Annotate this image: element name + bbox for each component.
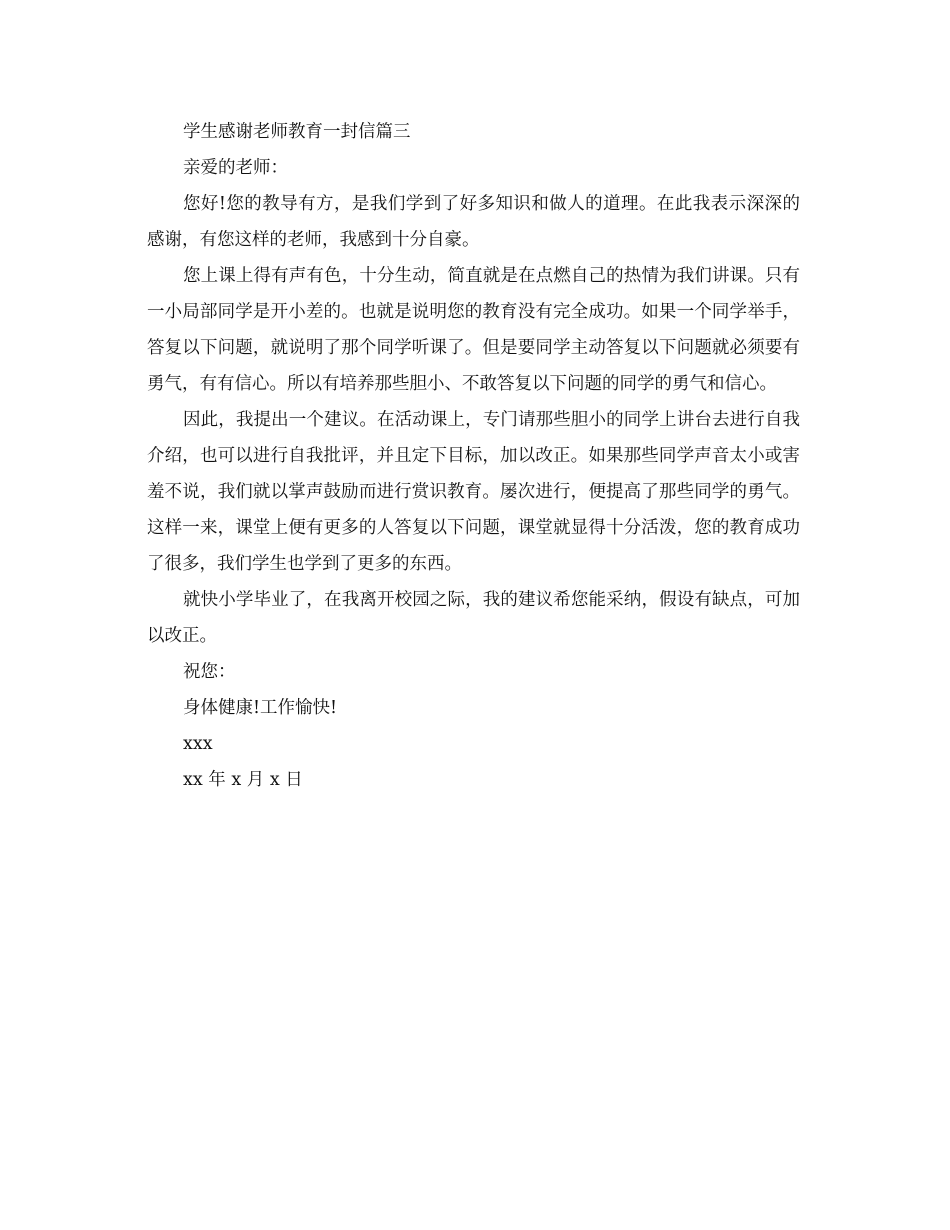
wish: 身体健康!工作愉快! <box>183 698 338 718</box>
signature: xxx <box>183 734 213 754</box>
document-title: 学生感谢老师教育一封信篇三 <box>183 122 411 142</box>
salutation: 亲爱的老师： <box>183 158 288 178</box>
paragraph-4: 就快小学毕业了，在我离开校园之际，我的建议希您能采纳，假设有缺点，可加以改正。 <box>147 590 800 646</box>
paragraph-3: 因此，我提出一个建议。在活动课上，专门请那些胆小的同学上讲台去进行自我介绍，也可以进行自我批评，并且定下目标，加以改正。如果那些同学声音太小或害羞不说，我们就以掌声鼓励而进行赏识教育。屡次进行，便提高了那些同学的勇气。这样一来，课堂上便有更多的人答复以下问题，课堂就显得十分活泼，您的教育成功了很多，我们学生也学到了更多的东西。 <box>147 410 800 574</box>
date: xx 年 x 月 x 日 <box>183 770 303 790</box>
paragraph-2: 您上课上得有声有色，十分生动，简直就是在点燃自己的热情为我们讲课。只有一小局部同学是开小差的。也就是说明您的教育没有完全成功。如果一个同学举手，答复以下问题，就说明了那个同学听课了。但是要同学主动答复以下问题就必须要有勇气，有有信心。所以有培养那些胆小、不敢答复以下问题的同学的勇气和信心。 <box>147 266 800 394</box>
letter-body <box>147 114 800 798</box>
paragraph-1: 您好!您的教导有方，是我们学到了好多知识和做人的道理。在此我表示深深的感谢，有您这样的老师，我感到十分自豪。 <box>147 194 800 250</box>
closing: 祝您： <box>183 662 236 682</box>
